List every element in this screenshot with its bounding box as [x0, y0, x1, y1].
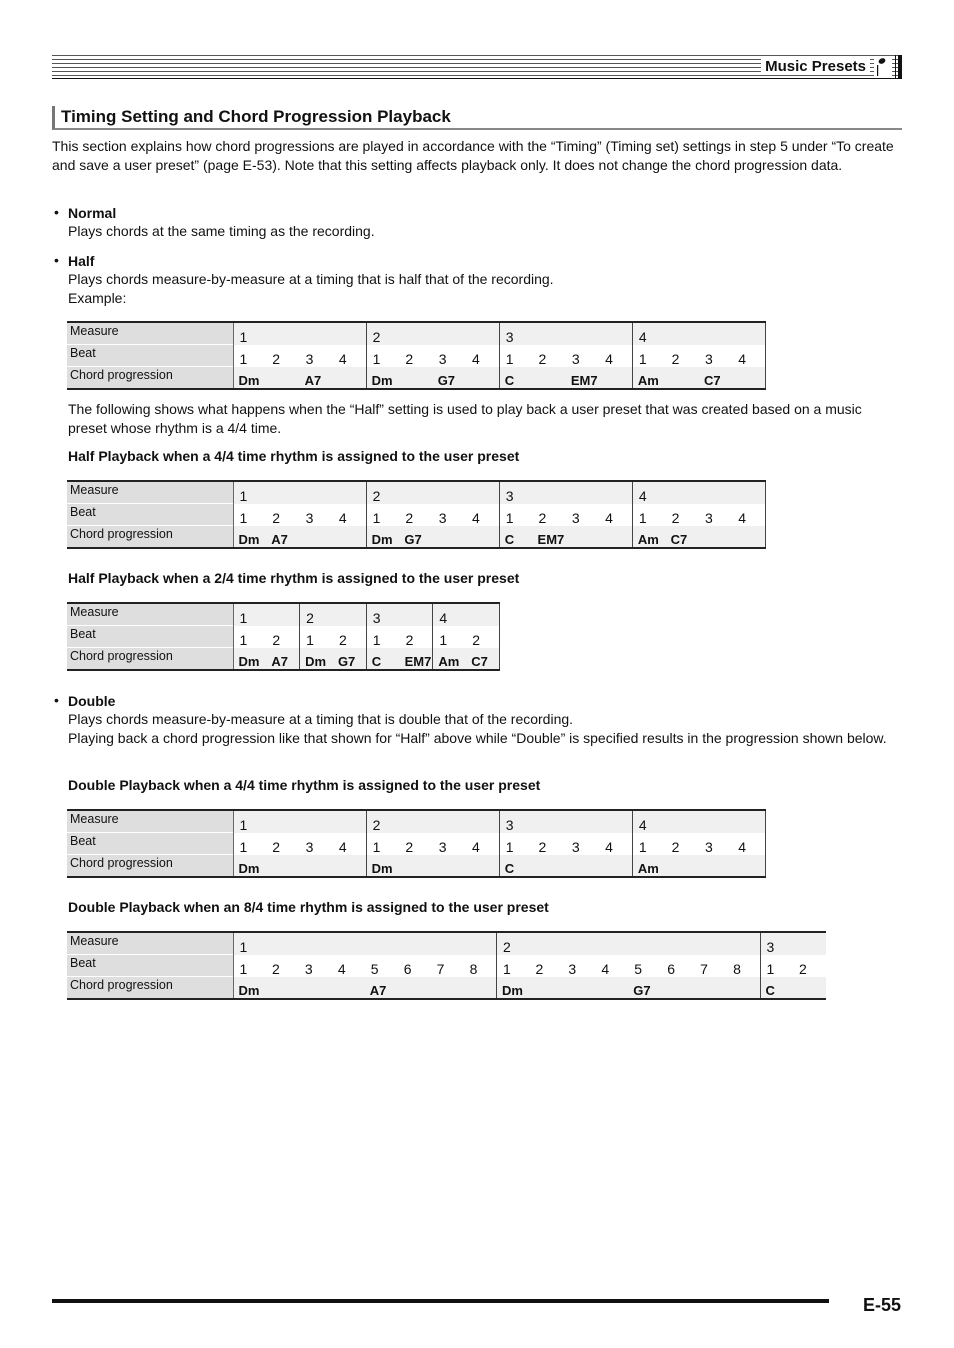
measure-cell: 3	[499, 481, 632, 504]
measure-cell: 2	[366, 481, 499, 504]
beat-cell: 1	[233, 345, 266, 367]
chord-cell: Dm	[366, 526, 399, 549]
section-title: Timing Setting and Chord Progression Playback	[52, 106, 902, 130]
beat-cell: 1	[632, 833, 665, 855]
beat-cell: 2	[466, 626, 499, 648]
chord-cell: Dm	[233, 855, 266, 878]
beat-cell: 1	[233, 626, 266, 648]
beat-cell: 4	[601, 960, 610, 977]
measure-cell: 1	[233, 810, 366, 833]
row-label: Chord progression	[67, 855, 233, 878]
header-bar-thin	[895, 55, 896, 79]
beat-cell: 3	[438, 350, 447, 367]
intro-paragraph: This section explains how chord progressions are played in accordance with the “Timing” (Timing set) settings in step 5 under “To create and save a user preset” (page E-53). Note that this setting affects playback only. It does not change the chord progression data.	[52, 138, 894, 173]
chord-cell	[694, 977, 727, 1000]
row-label: Chord progression	[67, 648, 233, 671]
chord-cell	[666, 855, 699, 878]
half-label: Half	[68, 253, 95, 269]
measure-cell: 2	[300, 603, 367, 626]
chord-cell	[599, 367, 632, 390]
beat-cell: 5	[634, 960, 643, 977]
beat-cell: 4	[338, 838, 347, 855]
beat-cell: 7	[700, 960, 708, 977]
beat-cell: 4	[605, 838, 613, 855]
beat-cell: 4	[338, 350, 347, 367]
beat-cell: 1	[300, 626, 333, 648]
beat-cell: 4	[732, 504, 765, 526]
beat-cell: 2	[272, 350, 281, 367]
half-24-heading: Half Playback when a 2/4 time rhythm is assigned to the user preset	[68, 570, 520, 586]
chord-cell: C	[366, 648, 399, 671]
beat-cell: 1	[497, 955, 530, 977]
chord-cell: Dm	[300, 648, 333, 671]
beat-cell: 1	[233, 504, 266, 526]
chord-cell: Dm	[497, 977, 530, 1000]
beat-cell: 2	[535, 960, 544, 977]
normal-text: Plays chords at the same timing as the recording.	[68, 223, 375, 239]
beat-cell: 3	[304, 960, 313, 977]
beat-cell: 2	[272, 838, 281, 855]
chord-cell	[599, 855, 632, 878]
beat-cell: 3	[568, 960, 577, 977]
chord-cell	[466, 855, 499, 878]
chord-cell	[333, 526, 366, 549]
row-label: Measure	[67, 932, 233, 955]
chord-cell	[666, 367, 699, 390]
beat-cell: 1	[366, 345, 399, 367]
beat-cell: 2	[272, 631, 281, 648]
row-label: Beat	[67, 626, 233, 648]
beat-cell: 2	[271, 960, 280, 977]
row-label: Chord progression	[67, 977, 233, 1000]
beat-cell: 1	[760, 955, 793, 977]
chord-cell	[333, 367, 366, 390]
beat-cell: 4	[471, 509, 480, 526]
chord-cell: C	[499, 367, 532, 390]
half-text: Plays chords measure-by-measure at a timing that is half that of the recording.	[68, 271, 554, 287]
beat-cell: 6	[667, 960, 675, 977]
row-label: Chord progression	[67, 367, 233, 390]
beat-cell: 4	[732, 833, 765, 855]
half-example-label: Example:	[68, 290, 127, 306]
chord-cell	[732, 526, 765, 549]
beat-cell: 3	[571, 509, 580, 526]
beat-cell: 4	[605, 350, 613, 367]
chord-cell	[732, 855, 765, 878]
beat-cell: 3	[438, 838, 447, 855]
beat-cell: 3	[704, 509, 713, 526]
header-bar-thick	[898, 55, 902, 79]
beat-cell: 1	[233, 833, 266, 855]
chord-cell	[266, 367, 299, 390]
beat-cell: 1	[366, 504, 399, 526]
chord-cell: C	[760, 977, 793, 1000]
chord-cell	[332, 977, 365, 1000]
chord-cell: EM7	[566, 367, 599, 390]
beat-cell: 1	[366, 626, 399, 648]
chord-cell: C7	[666, 526, 699, 549]
measure-cell: 1	[233, 932, 497, 955]
beat-cell: 8	[733, 960, 741, 977]
chord-cell: C7	[699, 367, 732, 390]
chord-cell	[699, 855, 732, 878]
chord-cell: G7	[628, 977, 661, 1000]
beat-cell: 3	[704, 350, 713, 367]
beat-cell: 1	[233, 955, 266, 977]
chord-cell: G7	[433, 367, 466, 390]
normal-label: Normal	[68, 205, 117, 221]
beat-cell: 2	[798, 960, 807, 977]
measure-cell: 1	[233, 481, 366, 504]
beat-cell: 2	[671, 350, 680, 367]
chord-cell	[399, 855, 432, 878]
beat-cell: 4	[471, 838, 480, 855]
double-text-2: Playing back a chord progression like that shown for “Half” above while “Double” is specified results in the progression shown below.	[68, 730, 887, 746]
beat-cell: 3	[305, 350, 314, 367]
double-84-table	[67, 931, 826, 1000]
row-label: Beat	[67, 345, 233, 367]
footer-rule	[52, 1299, 829, 1303]
chord-cell	[533, 367, 566, 390]
double-44-table	[67, 809, 766, 878]
chord-cell: Am	[632, 367, 665, 390]
beat-cell: 2	[538, 838, 547, 855]
measure-cell: 2	[366, 322, 499, 345]
beat-cell: 6	[403, 960, 412, 977]
chord-cell	[566, 526, 599, 549]
half-24-table	[67, 602, 500, 671]
beat-cell: 3	[438, 509, 447, 526]
chord-cell: Dm	[233, 648, 266, 671]
double-44-heading: Double Playback when a 4/4 time rhythm is assigned to the user preset	[68, 777, 541, 793]
beat-cell: 4	[338, 509, 347, 526]
beat-cell: 2	[405, 631, 414, 648]
beat-cell: 2	[405, 509, 414, 526]
chord-cell	[300, 526, 333, 549]
beat-cell: 2	[338, 631, 347, 648]
chord-cell	[661, 977, 694, 1000]
chord-cell	[398, 977, 431, 1000]
chord-cell: Dm	[233, 977, 266, 1000]
chord-cell	[399, 367, 432, 390]
beat-cell: 2	[538, 350, 547, 367]
beat-cell: 8	[469, 960, 478, 977]
beat-cell: 3	[571, 350, 580, 367]
chord-cell	[433, 855, 466, 878]
chord-cell	[562, 977, 595, 1000]
chord-cell: C	[499, 855, 532, 878]
beat-cell: 2	[538, 509, 547, 526]
chord-cell: Am	[632, 526, 665, 549]
chord-cell	[727, 977, 760, 1000]
chord-cell	[533, 855, 566, 878]
half-44-heading: Half Playback when a 4/4 time rhythm is assigned to the user preset	[68, 448, 520, 464]
chord-cell	[599, 526, 632, 549]
chord-cell: Am	[632, 855, 665, 878]
chord-cell: G7	[399, 526, 432, 549]
beat-cell: 1	[499, 504, 532, 526]
measure-cell: 3	[499, 810, 632, 833]
half-after-paragraph: The following shows what happens when the “Half” setting is used to play back a user preset that was created based on a music preset whose rhythm is a 4/4 time.	[68, 401, 862, 436]
chord-cell: Dm	[366, 855, 399, 878]
measure-cell: 2	[366, 810, 499, 833]
chord-cell: A7	[300, 367, 333, 390]
beat-cell: 1	[499, 833, 532, 855]
beat-cell: 1	[366, 833, 399, 855]
chord-cell	[333, 855, 366, 878]
chord-cell	[433, 526, 466, 549]
chord-cell	[466, 526, 499, 549]
beat-cell: 4	[605, 509, 613, 526]
row-label: Measure	[67, 322, 233, 345]
chord-cell	[466, 367, 499, 390]
row-label: Beat	[67, 955, 233, 977]
chord-cell: A7	[266, 648, 299, 671]
measure-cell: 1	[233, 603, 300, 626]
music-note-icon	[874, 57, 892, 77]
row-label: Measure	[67, 481, 233, 504]
measure-cell: 3	[760, 932, 826, 955]
beat-cell: 1	[499, 345, 532, 367]
row-label: Beat	[67, 504, 233, 526]
measure-cell: 4	[632, 322, 765, 345]
measure-cell: 4	[632, 481, 765, 504]
measure-cell: 3	[366, 603, 433, 626]
beat-cell: 7	[436, 960, 445, 977]
chord-cell: A7	[365, 977, 398, 1000]
beat-cell: 3	[571, 838, 580, 855]
beat-cell: 4	[471, 350, 480, 367]
chord-cell	[299, 977, 332, 1000]
bullet: •	[54, 252, 59, 268]
row-label: Chord progression	[67, 526, 233, 549]
beat-cell: 2	[405, 350, 414, 367]
bullet: •	[54, 692, 59, 708]
beat-cell: 2	[671, 509, 680, 526]
row-label: Measure	[67, 603, 233, 626]
beat-cell: 4	[732, 345, 765, 367]
beat-cell: 2	[405, 838, 414, 855]
beat-cell: 1	[632, 345, 665, 367]
measure-cell: 1	[233, 322, 366, 345]
measure-cell: 3	[499, 322, 632, 345]
chord-cell	[266, 977, 299, 1000]
double-text-1: Plays chords measure-by-measure at a timing that is double that of the recording.	[68, 711, 574, 727]
chord-cell: C	[499, 526, 532, 549]
beat-cell: 5	[370, 960, 379, 977]
beat-cell: 3	[704, 838, 713, 855]
measure-cell: 2	[497, 932, 761, 955]
beat-cell: 3	[305, 838, 314, 855]
beat-cell: 3	[305, 509, 314, 526]
row-label: Beat	[67, 833, 233, 855]
measure-cell: 4	[433, 603, 500, 626]
chord-cell: Am	[433, 648, 466, 671]
chord-cell: Dm	[233, 367, 266, 390]
page-number: E-55	[862, 1295, 901, 1315]
beat-cell: 1	[632, 504, 665, 526]
beat-cell: 1	[433, 626, 466, 648]
chord-cell	[699, 526, 732, 549]
chord-cell: Dm	[366, 367, 399, 390]
measure-cell: 4	[632, 810, 765, 833]
chord-cell	[793, 977, 826, 1000]
chord-cell	[595, 977, 628, 1000]
chord-cell: Dm	[233, 526, 266, 549]
chord-cell	[300, 855, 333, 878]
chord-cell	[464, 977, 497, 1000]
chord-cell	[566, 855, 599, 878]
beat-cell: 2	[671, 838, 680, 855]
chord-cell	[431, 977, 464, 1000]
chord-cell: C7	[466, 648, 499, 671]
beat-cell: 2	[272, 509, 281, 526]
double-label: Double	[68, 693, 116, 709]
header-section-title: Music Presets	[761, 58, 870, 75]
chord-cell: A7	[266, 526, 299, 549]
chord-cell: EM7	[533, 526, 566, 549]
chord-cell: EM7	[400, 648, 433, 671]
double-84-heading: Double Playback when an 8/4 time rhythm is assigned to the user preset	[68, 899, 549, 915]
example-table	[67, 321, 766, 390]
row-label: Measure	[67, 810, 233, 833]
chord-cell	[529, 977, 562, 1000]
chord-cell: G7	[333, 648, 366, 671]
bullet: •	[54, 204, 59, 220]
chord-cell	[266, 855, 299, 878]
chord-cell	[732, 367, 765, 390]
half-44-table	[67, 480, 766, 549]
beat-cell: 4	[337, 960, 346, 977]
